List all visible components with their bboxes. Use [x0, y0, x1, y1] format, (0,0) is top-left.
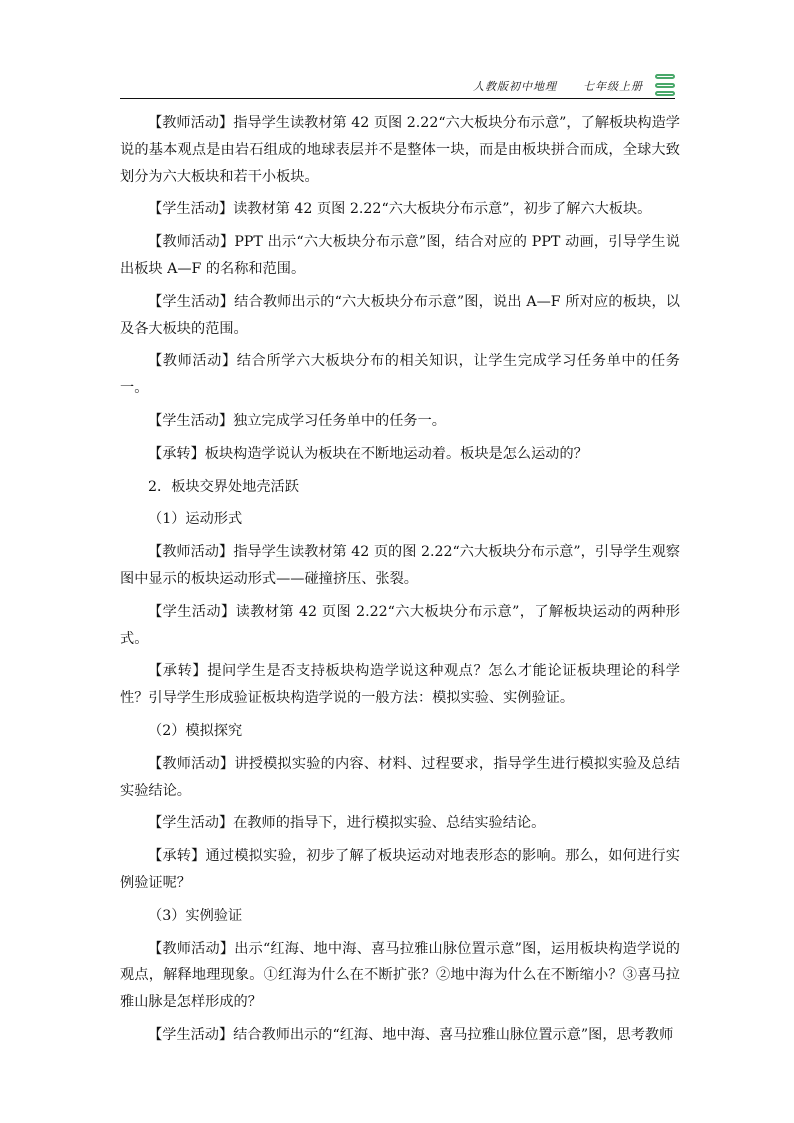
role-tag: 【教师活动】	[148, 353, 237, 370]
grade-label: 七年级上册	[583, 80, 643, 93]
paragraph	[120, 810, 680, 837]
paragraph-text: 结合所学六大板块分布的相关知识，让学生完成学习任务单中的任务一。	[120, 353, 680, 397]
paragraph-text: 板块构造学说认为板块在不断地运动着。板块是怎么运动的？	[204, 445, 588, 462]
paragraph	[120, 441, 680, 468]
document-body	[120, 110, 680, 1055]
role-tag: 【学生活动】	[148, 293, 235, 310]
paragraph	[120, 289, 680, 343]
book-title: 人教版初中地理	[473, 80, 557, 93]
role-tag: 【教师活动】	[148, 115, 234, 131]
paragraph-text: 结合教师出示的“六大板块分布示意”图，说出 A—F 所对应的板块，以及各大板块的范围。	[120, 293, 680, 337]
role-tag: 【教师活动】	[148, 234, 235, 251]
paragraph	[120, 110, 680, 190]
role-tag: 【学生活动】	[148, 1026, 234, 1043]
page-header	[120, 74, 675, 99]
heading-text: （1）运动形式	[148, 511, 243, 528]
paragraph-text: 出示“红海、地中海、喜马拉雅山脉位置示意”图，运用板块构造学说的观点，解释地理现象。①红海为什么在不断扩张？②地中海为什么在不断缩小？③喜马拉雅山脉是怎样形成的？	[120, 940, 680, 1011]
role-tag: 【承转】	[148, 848, 206, 865]
paragraph	[120, 599, 680, 653]
heading-text: 2．板块交界处地壳活跃	[148, 478, 299, 495]
paragraph-text: PPT 出示“六大板块分布示意”图，结合对应的 PPT 动画，引导学生说出板块 A—F 的名称和范围。	[120, 234, 680, 277]
paragraph	[120, 1022, 680, 1049]
paragraph-text: 通过模拟实验，初步了解了板块运动对地表形态的影响。那么，如何进行实例验证呢？	[120, 848, 680, 891]
paragraph-text: 指导学生读教材第 42 页的图 2.22“六大板块分布示意”，引导学生观察图中显示的板块运动形式——碰撞挤压、张裂。	[120, 544, 680, 587]
paragraph	[120, 539, 680, 593]
subsection-heading	[120, 506, 680, 533]
paragraph	[120, 658, 680, 712]
paragraph	[120, 229, 680, 283]
paragraph-text: 讲授模拟实验的内容、材料、过程要求，指导学生进行模拟实验及总结实验结论。	[120, 755, 680, 799]
heading-text: （3）实例验证	[148, 907, 243, 924]
paragraph-text: 读教材第 42 页图 2.22“六大板块分布示意”，了解板块运动的两种形式。	[120, 603, 680, 647]
role-tag: 【承转】	[148, 445, 205, 462]
role-tag: 【教师活动】	[148, 755, 235, 772]
paragraph-text: 读教材第 42 页图 2.22“六大板块分布示意”，初步了解六大板块。	[233, 201, 652, 218]
paragraph-text: 指导学生读教材第 42 页图 2.22“六大板块分布示意”，了解板块构造学说的基本观点是由岩石组成的地球表层并不是整体一块，而是由板块拼合而成，全球大致划分为六大板块和若干小板块。	[120, 115, 680, 185]
paragraph	[120, 751, 680, 805]
role-tag: 【学生活动】	[148, 201, 234, 218]
role-tag: 【学生活动】	[148, 815, 234, 832]
role-tag: 【学生活动】	[148, 412, 234, 429]
paragraph	[120, 348, 680, 402]
heading-text: （2）模拟探究	[148, 722, 243, 739]
role-tag: 【教师活动】	[148, 940, 235, 957]
role-tag: 【学生活动】	[148, 603, 236, 620]
header-book-title	[473, 78, 643, 94]
section-heading	[120, 474, 680, 501]
paragraph-text: 在教师的指导下，进行模拟实验、总结实验结论。	[233, 815, 546, 832]
paragraph	[120, 936, 680, 1016]
paragraph	[120, 408, 680, 435]
role-tag: 【教师活动】	[148, 544, 234, 561]
role-tag: 【承转】	[148, 663, 208, 680]
paragraph	[120, 196, 680, 223]
paragraph-text: 独立完成学习任务单中的任务一。	[233, 412, 446, 429]
book-logo-icon	[655, 74, 675, 96]
subsection-heading	[120, 718, 680, 745]
paragraph-text: 结合教师出示的“红海、地中海、喜马拉雅山脉位置示意”图，思考教师	[233, 1026, 674, 1043]
paragraph-text: 提问学生是否支持板块构造学说这种观点？怎么才能论证板块理论的科学性？引导学生形成验证板块构造学说的一般方法：模拟实验、实例验证。	[120, 663, 680, 707]
paragraph	[120, 843, 680, 897]
subsection-heading	[120, 903, 680, 930]
